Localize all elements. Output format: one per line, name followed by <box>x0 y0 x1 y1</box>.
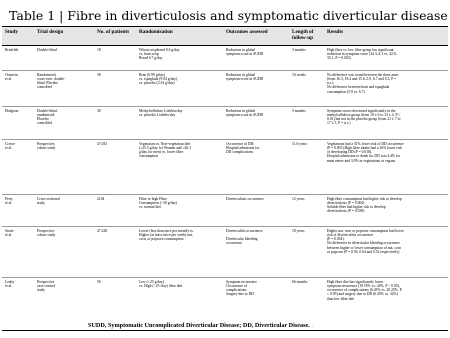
cell-follow-up: 3 months <box>289 106 324 139</box>
column-header-follow-up: Length of follow-up <box>289 27 324 46</box>
cell-results-line: High fibre vs. low fibre group has significant <box>327 47 394 52</box>
cell-outcomes-line: Diverticular bleeding <box>226 237 258 242</box>
table-row <box>2 194 448 226</box>
cell-trial-design-line: controlled <box>37 121 52 126</box>
cell-outcomes-line: Occurrence of DD; <box>226 141 255 146</box>
cell-results-line: meat eaters and 3.0% in vegetarians or vegans <box>327 158 396 163</box>
cell-trial-design <box>34 194 94 226</box>
cell-results-line: or popcorn (P = 0.56, 0.64 and 0.52 respectively) <box>327 250 400 255</box>
cell-randomisation-line: g/day for men) vs. lower fibre <box>139 150 184 155</box>
cell-results-line: of developing DD (P = 0.018). <box>327 150 373 155</box>
cell-results-line: Vegetarians had a 31% lower risk of DD occurrence <box>327 141 404 146</box>
cell-trial-design-line: cohort study <box>37 232 56 237</box>
table-row <box>2 139 448 194</box>
cell-trial-design-line: blind, Placebo <box>37 81 59 86</box>
cell-results-line: consumption (5.9 vs. 6.7) <box>327 89 365 94</box>
cell-results <box>324 139 448 194</box>
cell-results-line: (P = 0.034). <box>327 237 345 242</box>
cell-randomisation <box>136 70 223 106</box>
column-header-results: Results <box>324 27 448 46</box>
cell-study-line: Crowe <box>5 141 15 146</box>
cell-trial-design <box>34 70 94 106</box>
cell-results <box>324 226 448 277</box>
cell-results <box>324 106 448 139</box>
cell-study <box>2 45 34 70</box>
cell-randomisation-line: Vegetarian vs. Non-vegetarian diet <box>139 141 191 146</box>
cell-randomisation-line: Bread 6.7 g/day <box>139 56 163 61</box>
cell-results-line: No difference between bran and ispaghula <box>327 85 390 90</box>
cell-study <box>2 194 34 226</box>
cell-study <box>2 226 34 277</box>
cell-outcomes-line: symptom score in SUDD <box>226 112 264 117</box>
cell-randomisation-line: (≥25.5 g/day for Women and ≥26.1 <box>139 145 191 150</box>
cell-results <box>324 45 448 70</box>
cell-trial-design-line: Prospective <box>37 228 55 233</box>
cell-study <box>2 139 34 194</box>
cell-patients: 58 <box>94 70 136 106</box>
cell-trial-design-line: Cross-sectional <box>37 196 60 201</box>
table-row <box>2 45 448 70</box>
cell-trial-design-line: Double-blind <box>37 47 57 52</box>
cell-study-line: et al. <box>5 145 13 150</box>
cell-randomisation <box>136 194 223 226</box>
cell-randomisation-line: Low (<25 g/day) <box>139 279 165 284</box>
cell-randomisation-line: Wheat crispbread 0.6 g/day <box>139 47 180 52</box>
cell-randomisation-line: vs. placebo 2 tablets/day <box>139 112 176 117</box>
table-row <box>2 106 448 139</box>
cell-results-line: (from 16.3, 18.4 and 15.6–5.9, 6.7 and 6.3, P = <box>327 76 397 81</box>
cell-results-line: Symptom scores decreased significantly in the <box>327 108 396 113</box>
column-header-study: Study <box>2 27 34 46</box>
cell-follow-up: 11.6 years <box>289 139 324 194</box>
cell-trial-design-line: Randomised, <box>37 72 57 77</box>
cell-study-line: Leahy <box>5 279 15 284</box>
cell-randomisation-line: vs. placebo (2.34 g/day) <box>139 81 175 86</box>
cell-outcomes-line: Hospital admission for <box>226 145 260 150</box>
cell-outcomes-line: Reduction in global <box>226 108 256 113</box>
cell-trial-design-line: randomised, <box>37 112 56 117</box>
cell-outcomes <box>223 106 289 139</box>
cell-results-line: n.s.). <box>327 81 335 86</box>
column-header-trial-design: Trial design <box>34 27 94 46</box>
cell-patients: 47,033 <box>94 139 136 194</box>
cell-results-line: diverticulosis (P = 0.038) <box>327 209 365 214</box>
cell-patients: 30 <box>94 106 136 139</box>
cell-randomisation-line: Fibre or high Fibre <box>139 196 167 201</box>
cell-study-line: Strate <box>5 228 14 233</box>
cell-randomisation-line: Higher (at least twice per week) nut, <box>139 232 193 237</box>
cell-results-line: symptom recurrence (19.55% vs. 44%, P < 0.05), <box>327 283 400 288</box>
cell-patients: 2104 <box>94 194 136 226</box>
cell-results-line: reduction in symptom score (34.3–8.1 vs. 42.0– <box>327 51 398 56</box>
cell-results-line: < 0.05) and surgery due to DD (6.45% vs. 32%) <box>327 292 398 297</box>
column-header-outcomes: Outcomes assessed <box>223 27 289 46</box>
cell-study <box>2 106 34 139</box>
cell-outcomes-line: symptom score in SUDD <box>226 51 264 56</box>
cell-study <box>2 277 34 330</box>
cell-randomisation-line: vs. ispaghula (9.04 g/day) <box>139 76 178 81</box>
cell-results <box>324 70 448 106</box>
cell-trial-design <box>34 45 94 70</box>
cell-study-line: Ornstein <box>5 72 18 77</box>
cell-study-line: Brodribb <box>5 47 19 52</box>
cell-randomisation-line: Consumption (>30 g/day) <box>139 200 178 205</box>
cell-follow-up: 18 years <box>289 226 324 277</box>
cell-results-line: 35.1; P = 0.002) <box>327 56 351 61</box>
cell-outcomes-line: Reduction in global <box>226 72 256 77</box>
cell-trial-design-line: cohort study <box>37 145 56 150</box>
cell-outcomes-line: DD complications <box>226 150 253 155</box>
cell-trial-design <box>34 139 94 194</box>
cell-study-line: Hodgson <box>5 108 19 113</box>
cell-outcomes-line: Occurrence of <box>226 283 247 288</box>
table-row <box>2 226 448 277</box>
cell-study-line: et al. <box>5 232 13 237</box>
table-row <box>2 70 448 106</box>
table-header-row <box>2 27 448 46</box>
cell-outcomes-line: Diverticulitis occurrence <box>226 228 263 233</box>
fibre-table <box>2 26 448 315</box>
cell-results-line: Soluble fibre had higher risk to develop <box>327 205 386 210</box>
cell-study-line: et al. <box>5 200 13 205</box>
cell-trial-design-line: Placebo <box>37 117 49 122</box>
cell-study <box>2 70 34 106</box>
cell-trial-design-line: cross-over, double- <box>37 76 66 81</box>
cell-trial-design-line: study <box>37 200 45 205</box>
cell-randomisation-line: vs. High (>25 /day) fibre diet <box>139 283 183 288</box>
cell-randomisation <box>136 139 223 194</box>
footnote-mark: . <box>311 322 314 329</box>
cell-study-line: et al. <box>5 76 13 81</box>
cell-trial-design <box>34 106 94 139</box>
cell-randomisation-line: Methylcellulose 2 tablets/day <box>139 108 183 113</box>
cell-results-line: No difference was found between the three arms <box>327 72 399 77</box>
cell-outcomes-line: complications <box>226 288 247 293</box>
cell-results-line: between higher or lower consumption of nut, corn <box>327 245 401 250</box>
cell-follow-up: 66 months <box>289 277 324 330</box>
cell-results-line: No difference in diverticular bleeding occurrence <box>327 241 400 246</box>
cell-study-line: Perry <box>5 196 13 201</box>
cell-outcomes <box>223 226 289 277</box>
column-header-randomisation: Randomisation <box>136 27 223 46</box>
cell-randomisation-line: vs. normal diet <box>139 205 162 210</box>
cell-trial-design <box>34 277 94 330</box>
cell-results-line: risk of diverticulitis occurrence <box>327 232 374 237</box>
column-header-patients: No. of patients <box>94 27 136 46</box>
cell-follow-up: 16 weeks <box>289 70 324 106</box>
cell-patients: 56 <box>94 277 136 330</box>
cell-randomisation-line: Bran (6.99 g/day) <box>139 72 166 77</box>
cell-results-line: High fibre consumption had higher risk to develop <box>327 196 402 201</box>
cell-outcomes-line: Surgery due to DD <box>226 292 254 297</box>
cell-trial-design-line: study <box>37 288 45 293</box>
cell-results-line: occurrence of complications (6.45% vs. 20.25%, P <box>327 288 402 293</box>
table-title: Table 1 | Fibre in diverticulosis and symptomatic diverticular disease <box>9 8 448 23</box>
cell-randomisation-line: corn, or popcorn consumption <box>139 237 184 242</box>
cell-trial-design-line: Double-blind, <box>37 108 58 113</box>
cell-results-line: 0.01) but not in the placebo group (from 21 ± 7 to <box>327 117 401 122</box>
cell-outcomes-line: occurrence <box>226 241 243 246</box>
cell-randomisation <box>136 45 223 70</box>
cell-outcomes <box>223 139 289 194</box>
cell-trial-design-line: case-control <box>37 283 56 288</box>
cell-results <box>324 277 448 330</box>
footnote-text: SUDD, Symptomatic Uncomplicated Diverticular Disease; DD, Diverticular Disease. <box>88 322 310 329</box>
cell-results <box>324 194 448 226</box>
cell-outcomes-line: Diverticulosis occurrence <box>226 196 264 201</box>
cell-trial-design-line: Prospective <box>37 279 55 284</box>
cell-trial-design-line: controlled <box>37 85 52 90</box>
cell-outcomes <box>223 45 289 70</box>
cell-results-line: Hospital admission or death for DD was 4.4% for <box>327 154 401 159</box>
cell-trial-design <box>34 226 94 277</box>
cell-randomisation <box>136 106 223 139</box>
cell-outcomes-line: Symptom recurrence <box>226 279 257 284</box>
cell-outcomes <box>223 70 289 106</box>
cell-outcomes-line: Reduction in global <box>226 47 256 52</box>
cell-trial-design-line: Prospective, <box>37 141 56 146</box>
cell-results-line: High fibre diet has significantly lower <box>327 279 384 284</box>
cell-patients: 18 <box>94 45 136 70</box>
cell-randomisation-line: consumption <box>139 154 159 159</box>
cell-results-line: Higher nut, corn or popcorn consumption had lower <box>327 228 404 233</box>
cell-outcomes <box>223 194 289 226</box>
cell-randomisation <box>136 226 223 277</box>
cell-outcomes-line: symptom score in SUDD <box>226 76 264 81</box>
cell-results-line: than low fibre diet <box>327 296 355 301</box>
cell-results-line: diverticulosis (P = 0.004) <box>327 200 365 205</box>
cell-results-line: methylcellulose group (from 19 ± 6 to 13 ± 4, P < <box>327 112 401 117</box>
cell-study-line: et al. <box>5 283 13 288</box>
cell-follow-up: 3 months <box>289 45 324 70</box>
table-footnote <box>88 322 313 329</box>
cell-randomisation-line: vs. bran crisp <box>139 51 159 56</box>
cell-results-line: 17 ± 5, P = n.s.) <box>327 121 351 126</box>
cell-results-line: (P = 0.001).High fibre intake had a 26% lower risk <box>327 145 402 150</box>
cell-follow-up: 12 years <box>289 194 324 226</box>
cell-patients: 47,228 <box>94 226 136 277</box>
cell-randomisation-line: Lower (less than once per month) vs. <box>139 228 194 233</box>
